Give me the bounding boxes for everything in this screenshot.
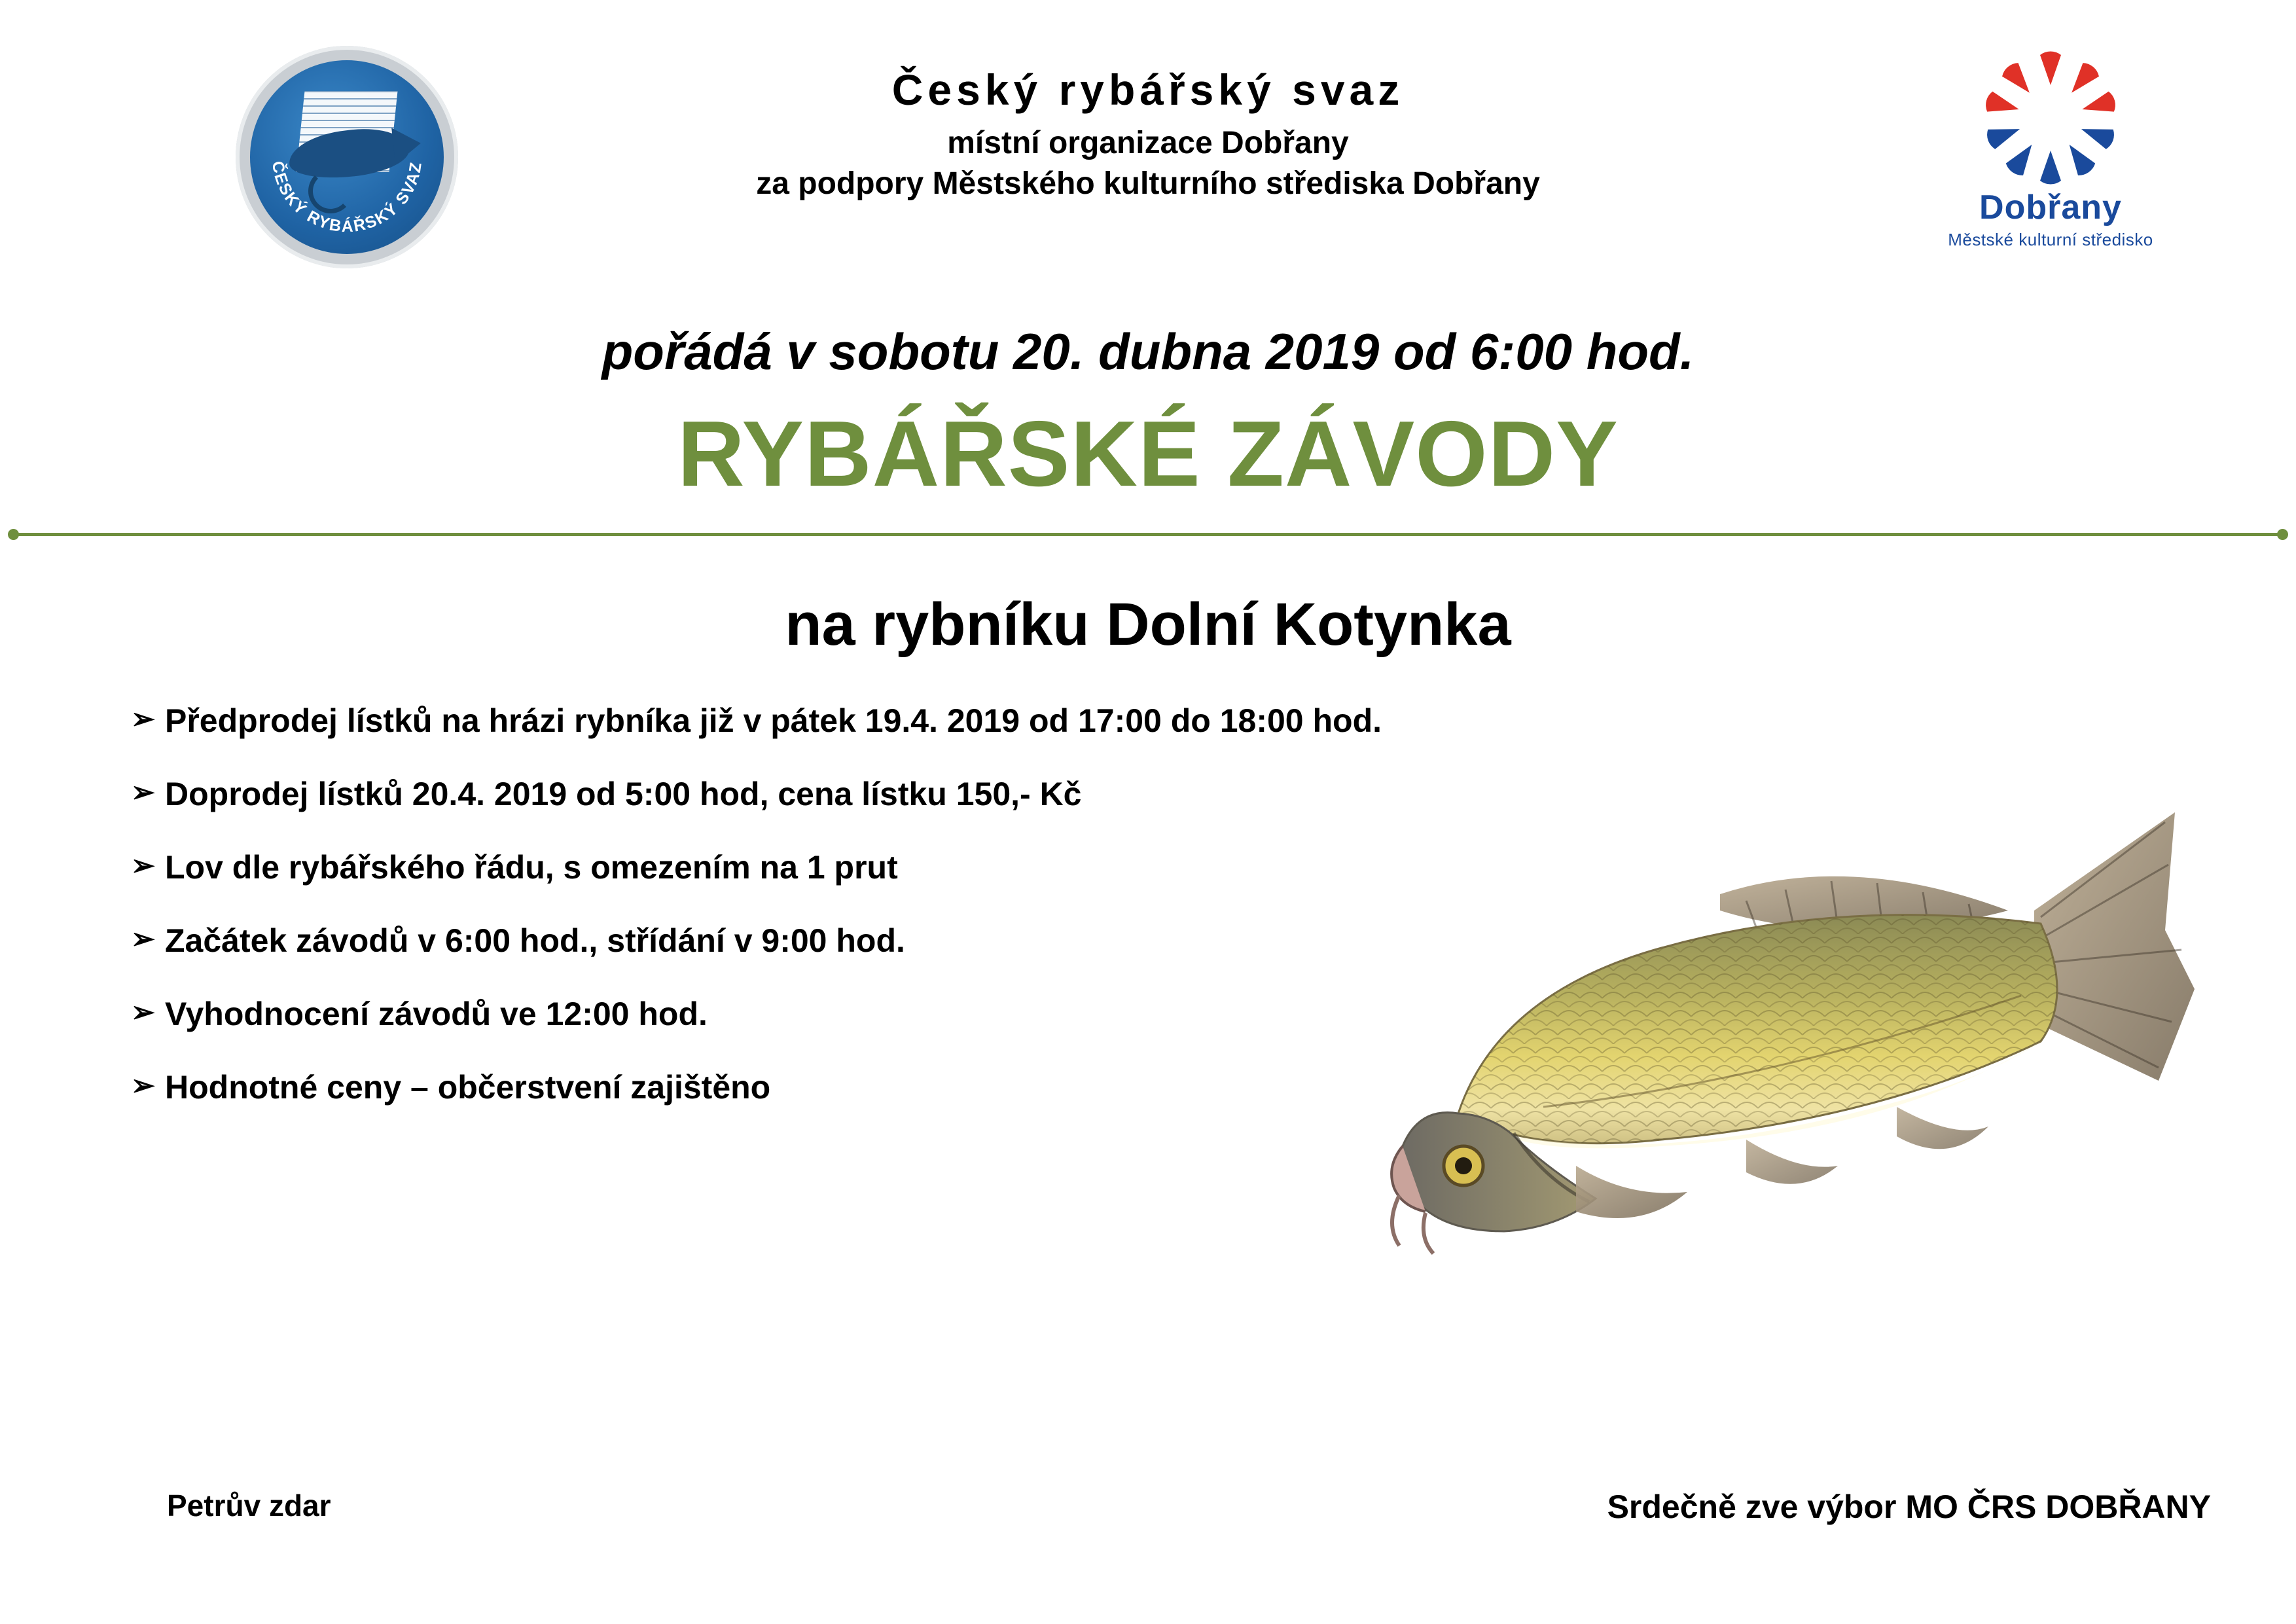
bullet-arrow-icon: ➢ (131, 850, 155, 882)
list-item-label: Doprodej lístků 20.4. 2019 od 5:00 hod, cena lístku 150,- Kč (165, 776, 1082, 813)
details-list (131, 701, 1473, 1141)
list-item-label: Předprodej lístků na hrázi rybníka již v pátek 19.4. 2019 od 17:00 do 18:00 hod. (165, 702, 1382, 740)
organization-subtitle-1: místní organizace Dobřany (947, 125, 1349, 160)
footer-signature: Srdečně zve výbor MO ČRS DOBŘANY (1607, 1489, 2211, 1525)
event-datetime-line: pořádá v sobotu 20. dubna 2019 od 6:00 hod. (601, 323, 1695, 380)
event-location: na rybníku Dolní Kotynka (785, 591, 1511, 659)
poster-header (0, 0, 2296, 308)
list-item-label: Lov dle rybářského řádu, s omezením na 1 prut (165, 849, 898, 886)
poster-footer (0, 1488, 2296, 1534)
organization-subtitle-2: za podpory Městského kulturního střediska Dobřany (756, 166, 1540, 202)
divider (0, 522, 2296, 549)
list-item (131, 1068, 1473, 1107)
footer-greeting: Petrův zdar (167, 1489, 331, 1523)
list-item (131, 774, 1473, 814)
list-item-label: Hodnotné ceny – občerstvení zajištěno (165, 1069, 771, 1106)
bullet-arrow-icon: ➢ (131, 923, 155, 956)
list-item (131, 921, 1473, 960)
bullet-arrow-icon: ➢ (131, 776, 155, 809)
divider-line (13, 533, 2283, 536)
organization-title: Český rybářský svaz (891, 65, 1405, 114)
sponsor-mark-icon (1969, 36, 2132, 200)
sponsor-logo (1910, 36, 2191, 298)
bullet-arrow-icon: ➢ (131, 1070, 155, 1102)
sponsor-subtitle: Městské kulturní středisko (1948, 230, 2153, 249)
carp-illustration (1380, 714, 2198, 1277)
page-title: RYBÁŘSKÉ ZÁVODY (677, 402, 1619, 506)
sponsor-name: Dobřany (1979, 189, 2122, 226)
list-item (131, 994, 1473, 1034)
list-item (131, 848, 1473, 887)
list-item (131, 701, 1473, 740)
poster-content (0, 701, 2296, 1395)
list-item-label: Začátek závodů v 6:00 hod., střídání v 9:00 hod. (165, 922, 905, 960)
bullet-arrow-icon: ➢ (131, 996, 155, 1029)
list-item-label: Vyhodnocení závodů ve 12:00 hod. (165, 996, 708, 1033)
logo-arc-label: ČESKÝ RYBÁŘSKÝ SVAZ (268, 160, 426, 236)
bullet-arrow-icon: ➢ (131, 703, 155, 736)
